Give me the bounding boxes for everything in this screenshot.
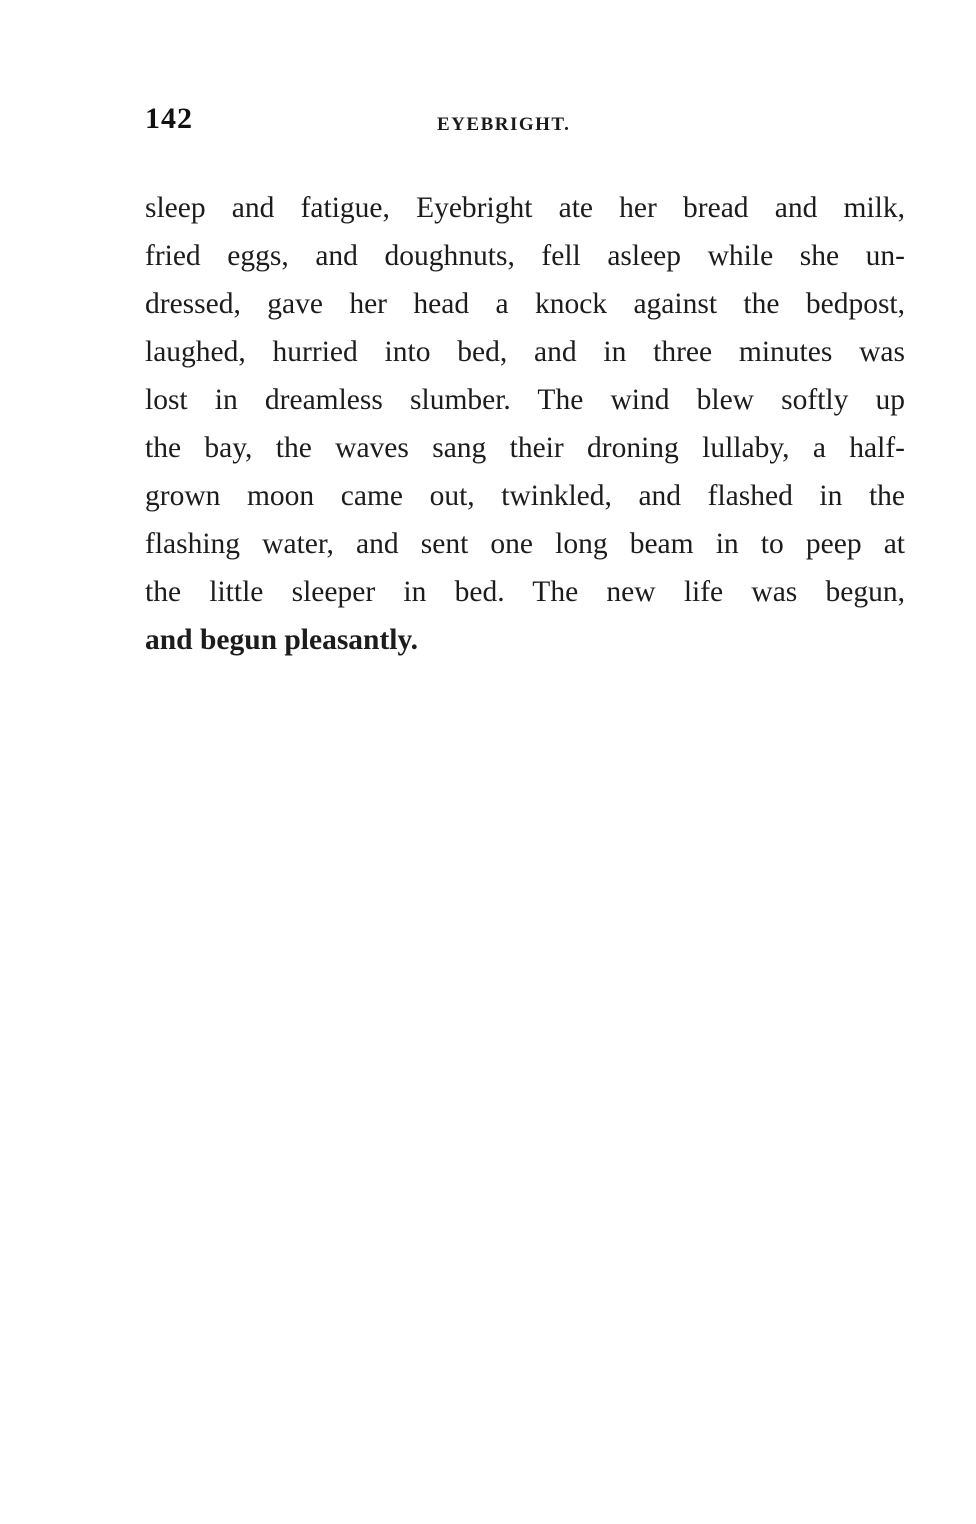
- body-paragraph: [145, 184, 905, 664]
- text-line: lost in dreamless slumber. The wind blew softly up: [145, 384, 905, 416]
- text-line: sleep and fatigue, Eyebright ate her bread and milk,: [145, 192, 905, 224]
- page-number: 142: [145, 102, 193, 135]
- text-line: dressed, gave her head a knock against the bedpost,: [145, 288, 905, 320]
- text-line: the little sleeper in bed. The new life was begun,: [145, 576, 905, 608]
- running-head: [145, 100, 905, 140]
- running-title: EYEBRIGHT.: [437, 114, 571, 135]
- text-line-last: and begun pleasantly.: [145, 624, 418, 656]
- text-line: laughed, hurried into bed, and in three minutes was: [145, 336, 905, 368]
- text-line: flashing water, and sent one long beam in to peep at: [145, 528, 905, 560]
- text-line: the bay, the waves sang their droning lullaby, a half-: [145, 432, 905, 464]
- text-line: grown moon came out, twinkled, and flashed in the: [145, 480, 905, 512]
- text-line: fried eggs, and doughnuts, fell asleep while she un-: [145, 240, 905, 272]
